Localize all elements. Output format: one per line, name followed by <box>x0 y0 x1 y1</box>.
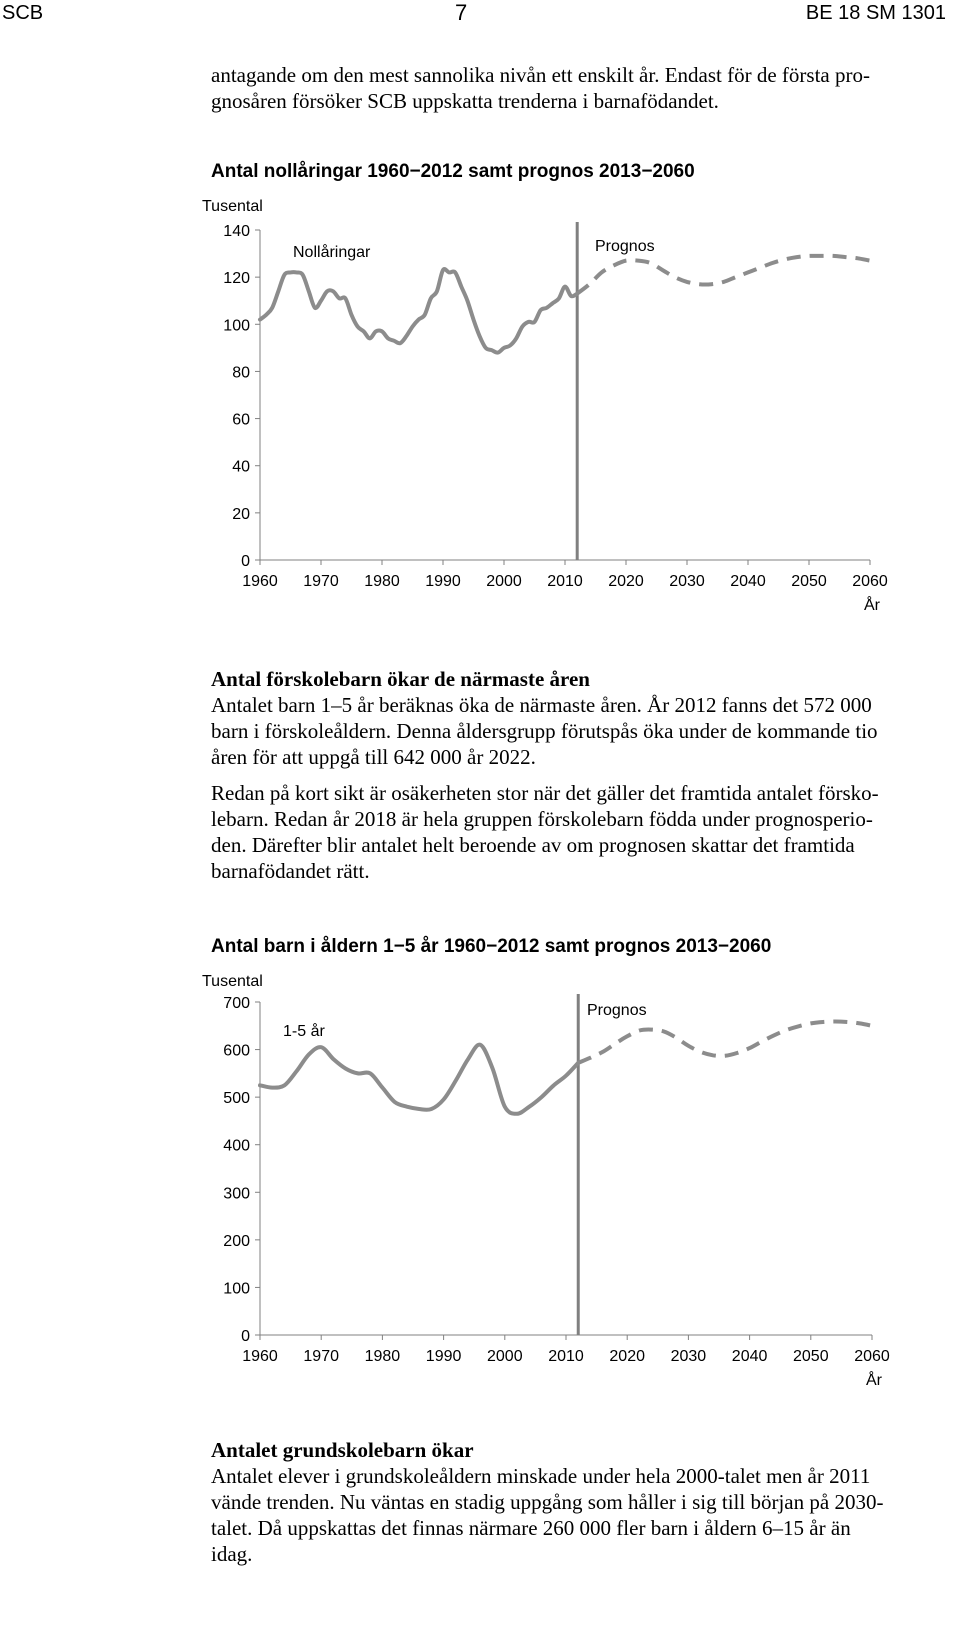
x-tick-label: 1980 <box>364 573 400 590</box>
text-line: Antalet barn 1–5 år beräknas öka de närmaste åren. År 2012 fanns det 572 000 <box>211 693 872 717</box>
text-line: talet. Då uppskattas det finnas närmare 260 000 fler barn i åldern 6–15 år än <box>211 1516 851 1540</box>
x-tick-label: 1980 <box>364 1348 401 1365</box>
y-axis-label: Tusental <box>202 973 263 990</box>
y-tick-label: 80 <box>232 364 250 382</box>
section2-paragraph1 <box>211 1463 957 1567</box>
y-tick-label: 140 <box>223 223 250 240</box>
x-tick-label: 2010 <box>547 573 583 590</box>
text-line: Redan på kort sikt är osäkerheten stor när det gäller det framtida antalet försko- <box>211 781 879 805</box>
x-tick-label: 1970 <box>303 1348 339 1365</box>
intro-line: gnosåren försöker SCB uppskatta trenderna i barnafödandet. <box>211 89 719 113</box>
y-tick-label: 120 <box>223 270 250 288</box>
y-tick-label: 700 <box>223 995 250 1012</box>
series-annotation: 1-5 år <box>283 1023 325 1040</box>
y-tick-label: 60 <box>232 411 250 429</box>
x-tick-label: 2010 <box>548 1348 584 1365</box>
chart2-svg <box>200 965 900 1405</box>
chart1-svg <box>200 190 900 635</box>
section2 <box>211 1437 957 1567</box>
y-tick-label: 0 <box>241 553 250 570</box>
header-report-id: BE 18 SM 1301 <box>805 2 946 24</box>
y-tick-label: 0 <box>241 1328 250 1345</box>
forecast-series-line <box>578 1022 872 1063</box>
section2-heading: Antalet grundskolebarn ökar <box>211 1438 474 1462</box>
x-tick-label: 1970 <box>303 573 339 590</box>
x-axis-label: År <box>866 1372 882 1389</box>
y-tick-label: 200 <box>223 1232 250 1250</box>
text-line: den. Därefter blir antalet helt beroende av om prognosen skattar det framtida <box>211 833 855 857</box>
x-tick-label: 2020 <box>609 1348 645 1365</box>
x-tick-label: 1960 <box>242 573 278 590</box>
y-tick-label: 100 <box>223 1280 250 1298</box>
y-tick-label: 500 <box>223 1090 250 1108</box>
chart2-title: Antal barn i åldern 1−5 år 1960−2012 samt prognos 2013−2060 <box>211 936 772 957</box>
x-axis-label: År <box>864 597 880 614</box>
x-tick-label: 2030 <box>669 573 705 590</box>
y-tick-label: 300 <box>223 1185 250 1203</box>
text-line: idag. <box>211 1542 253 1566</box>
historical-series-line <box>260 1045 578 1114</box>
chart1-title: Antal nollåringar 1960−2012 samt prognos 2013−2060 <box>211 161 695 182</box>
x-tick-label: 2040 <box>731 1348 768 1365</box>
series-annotation: Nollåringar <box>293 244 371 261</box>
x-tick-label: 1960 <box>242 1348 278 1365</box>
x-tick-label: 1990 <box>425 1348 462 1365</box>
x-tick-label: 2050 <box>791 573 827 590</box>
x-tick-label: 1990 <box>425 573 461 590</box>
text-line: lebarn. Redan år 2018 är hela gruppen förskolebarn födda under prognosperio- <box>211 807 873 831</box>
text-line: Antalet elever i grundskoleåldern minskade under hela 2000-talet men år 2011 <box>211 1464 871 1488</box>
intro-paragraph <box>211 62 957 114</box>
page-number: 7 <box>455 0 468 25</box>
text-line: åren för att uppgå till 642 000 år 2022. <box>211 745 536 769</box>
section1 <box>211 666 957 884</box>
text-line: vände trenden. Nu väntas en stadig uppgång som håller i sig till början på 2030- <box>211 1490 884 1514</box>
y-tick-label: 40 <box>232 458 250 476</box>
y-tick-label: 100 <box>223 317 250 335</box>
x-tick-label: 2060 <box>854 1348 890 1365</box>
forecast-annotation: Prognos <box>587 1002 647 1019</box>
section1-paragraph2 <box>211 780 957 884</box>
intro-line: antagande om den mest sannolika nivån ett enskilt år. Endast för de första pro- <box>211 63 870 87</box>
text-line: barn i förskoleåldern. Denna åldersgrupp förutspås öka under de kommande tio <box>211 719 878 743</box>
x-tick-label: 2020 <box>608 573 644 590</box>
y-axis-label: Tusental <box>202 198 263 215</box>
header-publisher: SCB <box>2 2 44 24</box>
x-tick-label: 2030 <box>670 1348 707 1365</box>
historical-series-line <box>260 269 577 353</box>
y-tick-label: 600 <box>223 1042 250 1060</box>
x-tick-label: 2000 <box>487 1348 523 1365</box>
section1-heading: Antal förskolebarn ökar de närmaste åren <box>211 667 590 691</box>
x-tick-label: 2000 <box>486 573 522 590</box>
text-line: barnafödandet rätt. <box>211 859 370 883</box>
x-tick-label: 2040 <box>730 573 766 590</box>
section1-paragraph1 <box>211 692 957 770</box>
forecast-annotation: Prognos <box>595 238 655 255</box>
y-tick-label: 20 <box>232 505 250 523</box>
x-tick-label: 2050 <box>793 1348 829 1365</box>
x-tick-label: 2060 <box>852 573 888 590</box>
y-tick-label: 400 <box>223 1137 250 1155</box>
forecast-series-line <box>577 256 870 294</box>
